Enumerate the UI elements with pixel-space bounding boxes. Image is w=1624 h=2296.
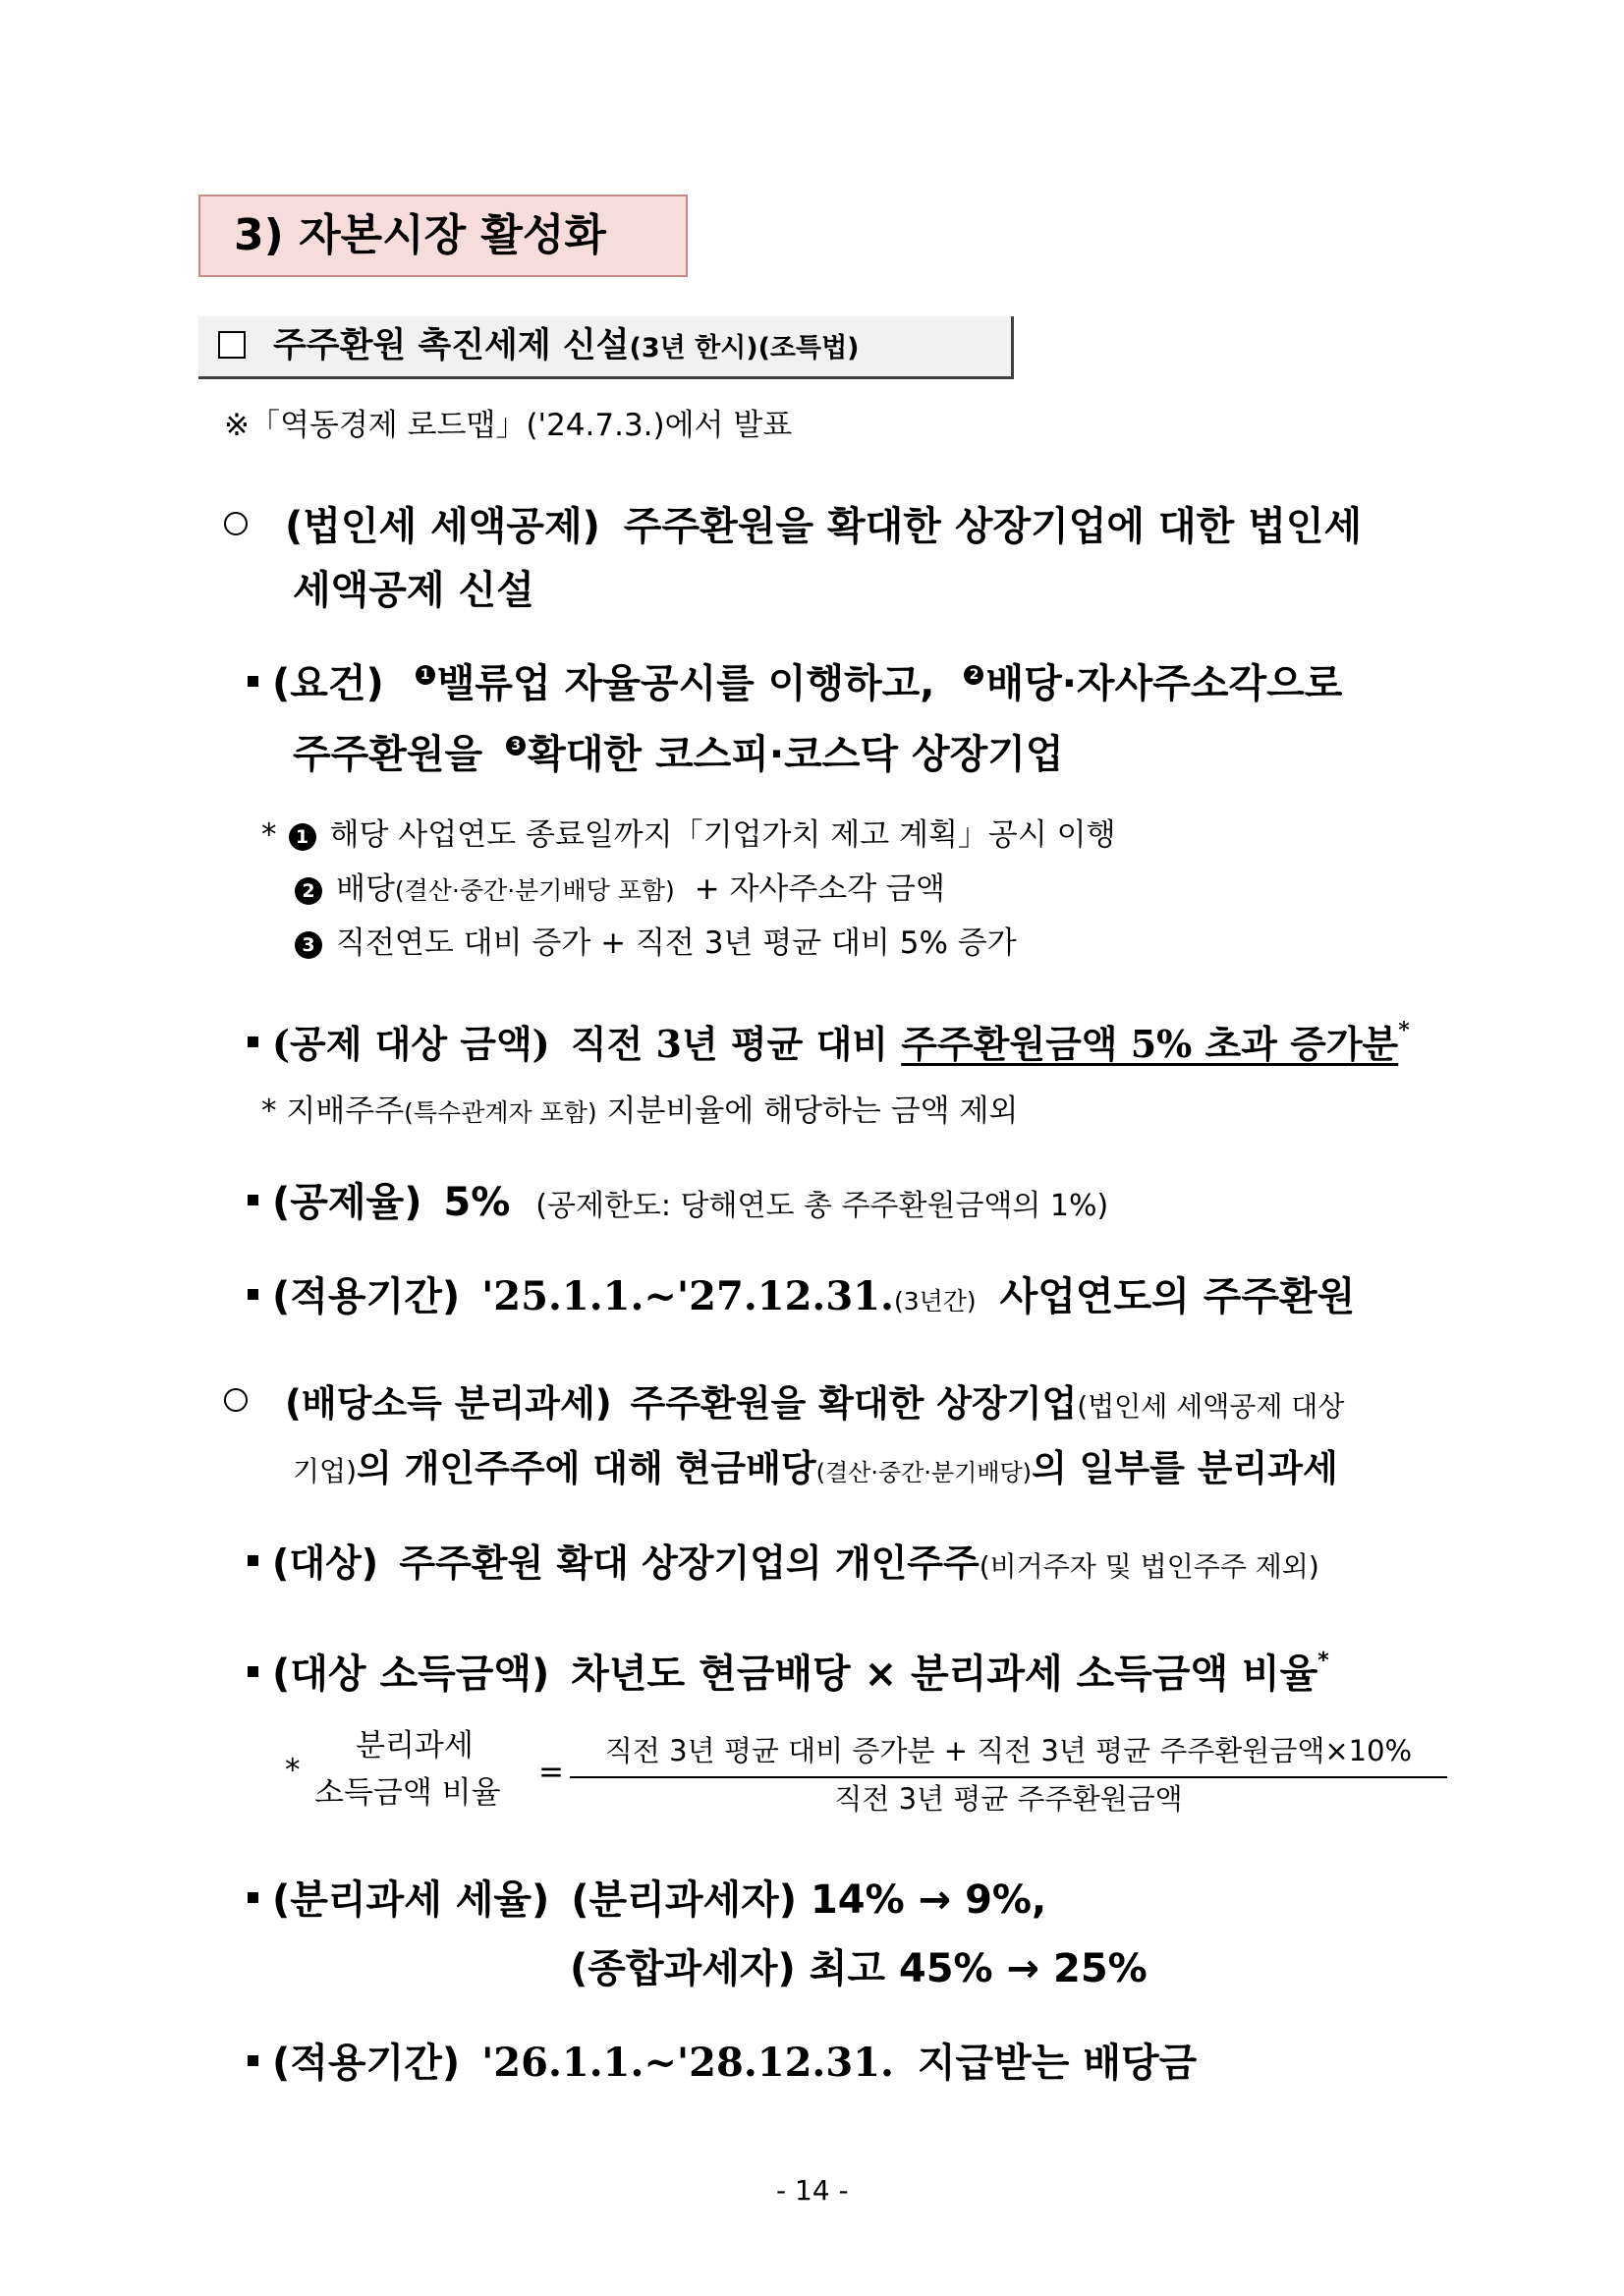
- requirement-line1: [248, 656, 1342, 711]
- corp-period-text: 사업연도의 주주환원: [999, 1274, 1356, 1319]
- target-note: (비거주자 및 법인주주 제외): [979, 1550, 1319, 1583]
- checkbox-icon: [218, 331, 246, 359]
- rate-note: (공제한도: 당해연도 총 주주환원금액의 1%): [535, 1189, 1109, 1223]
- corp-period-line: [248, 1269, 1355, 1329]
- formula-star: *: [285, 1753, 301, 1788]
- footnote-star: *: [261, 817, 277, 853]
- req-text-3: 확대한 코스피·코스닥 상장기업: [528, 732, 1064, 777]
- subsection-title-text: 주주환원 촉진세제 신설: [273, 326, 630, 365]
- square-bullet-icon: [248, 1289, 258, 1300]
- corp-tax-heading: (법인세 세액공제): [285, 504, 600, 549]
- income-text: 차년도 현금배당 × 분리과세 소득금액 비율: [571, 1652, 1318, 1697]
- corp-tax-text2: 세액공제 신설: [293, 568, 534, 613]
- income-label: (대상 소득금액): [272, 1652, 550, 1697]
- page-number: - 14 -: [776, 2174, 849, 2207]
- announce-note: ※「역동경제 로드맵」('24.7.3.)에서 발표: [224, 408, 793, 443]
- requirement-line2: [293, 727, 1064, 782]
- square-bullet-icon: [248, 676, 258, 687]
- amount-note-b: (특수관계자 포함): [404, 1098, 597, 1127]
- formula-numerator: 직전 3년 평균 대비 증가분 + 직전 3년 평균 주주환원금액×10%: [604, 1734, 1413, 1767]
- dividend-text3: 의 일부를 분리과세: [1032, 1447, 1338, 1489]
- req-label: (요건): [272, 661, 384, 706]
- req-mark-1: 1: [416, 665, 435, 685]
- amount-text2: 주주환원금액 5% 초과 증가분: [901, 1022, 1399, 1066]
- circle-bullet-icon: [224, 1388, 248, 1412]
- footnote-text-2b: (결산·중간·분기배당 포함): [394, 876, 675, 905]
- req-mark-2: 2: [964, 665, 983, 685]
- footnote-3: [295, 924, 1017, 963]
- rate-value: 5%: [443, 1180, 511, 1225]
- square-bullet-icon: [248, 1036, 258, 1047]
- square-bullet-icon: [248, 1555, 258, 1566]
- fraction-line: [570, 1776, 1447, 1778]
- corp-tax-line1: [224, 499, 1362, 554]
- corp-period-dates: '25.1.1.~'27.12.31.: [481, 1273, 894, 1319]
- deduction-amount-line: [248, 1003, 1410, 1072]
- dividend-period-dates: '26.1.1.~'28.12.31.: [481, 2040, 894, 2086]
- amount-label: (공제 대상 금액): [272, 1022, 550, 1066]
- dividend-text2: 의 개인주주에 대해 현금배당: [357, 1447, 816, 1489]
- tax-rate-line1: [248, 1873, 1046, 1928]
- req-line2a: 주주환원을: [293, 732, 483, 777]
- corp-period-years: (3년간): [893, 1287, 977, 1316]
- footnote-text-2c: + 자사주소각 금액: [694, 871, 945, 907]
- amount-note-c: 지분비율에 해당하는 금액 제외: [606, 1093, 1019, 1129]
- dividend-heading: (배당소득 분리과세): [285, 1382, 612, 1425]
- corp-period-label: (적용기간): [272, 1274, 461, 1319]
- tax-rate-line1-text: (분리과세자) 14% → 9%,: [571, 1877, 1047, 1923]
- dividend-line2: [293, 1441, 1338, 1500]
- req-text-2: 배당·자사주소각으로: [985, 661, 1343, 706]
- target-label: (대상): [272, 1541, 379, 1585]
- square-bullet-icon: [248, 1195, 258, 1205]
- formula-left2: 소득금액 비율: [314, 1775, 501, 1811]
- square-bullet-icon: [248, 1892, 258, 1903]
- corp-tax-text1: 주주환원을 확대한 상장기업에 대한 법인세: [623, 504, 1363, 549]
- footnote-1: [261, 815, 1116, 855]
- target-text: 주주환원 확대 상장기업의 개인주주: [399, 1541, 980, 1585]
- income-amount-line: [248, 1634, 1329, 1702]
- footnote-text-3: 직전연도 대비 증가 + 직전 3년 평균 대비 5% 증가: [336, 925, 1017, 961]
- dividend-period-label: (적용기간): [272, 2041, 461, 2086]
- income-star: *: [1317, 1649, 1329, 1673]
- dividend-period-text: 지급받는 배당금: [917, 2041, 1198, 2086]
- formula-left1: 분리과세: [356, 1728, 474, 1764]
- square-bullet-icon: [248, 1666, 258, 1677]
- dividend-small3: (결산·중간·분기배당): [815, 1459, 1033, 1486]
- formula-denominator: 직전 3년 평균 주주환원금액: [834, 1782, 1183, 1816]
- footnote-mark-2: 2: [295, 877, 322, 905]
- tax-rate-line2: (종합과세자) 최고 45% → 25%: [570, 1946, 1148, 1991]
- amount-note-a: * 지배주주: [261, 1093, 405, 1129]
- dividend-small1: (법인세 세액공제 대상: [1077, 1390, 1345, 1423]
- section-title-text: 자본시장 활성화: [299, 210, 606, 260]
- footnote-2: [295, 869, 945, 911]
- footnote-mark-1: 1: [289, 823, 316, 851]
- subsection-title: [273, 322, 860, 372]
- dividend-small2: 기업): [293, 1455, 358, 1487]
- circle-bullet-icon: [224, 512, 248, 535]
- amount-footnote: [261, 1092, 1018, 1133]
- tax-rate-label: (분리과세 세율): [272, 1877, 550, 1923]
- footnote-text-2a: 배당: [336, 871, 395, 907]
- square-bullet-icon: [248, 2055, 258, 2066]
- dividend-target-line: [248, 1536, 1319, 1595]
- subsection-suffix: (3년 한시)(조특법): [629, 333, 860, 364]
- deduction-rate-line: [248, 1175, 1108, 1234]
- section-number: 3): [234, 210, 284, 260]
- dividend-text1: 주주환원을 확대한 상장기업: [630, 1382, 1078, 1425]
- dividend-line1: [224, 1376, 1344, 1434]
- req-text-1: 밸류업 자율공시를 이행하고,: [436, 661, 935, 706]
- rate-label: (공제율): [272, 1180, 422, 1225]
- amount-text1: 직전 3년 평균 대비: [570, 1022, 888, 1066]
- req-mark-3: 3: [506, 736, 526, 756]
- dividend-period-line: [248, 2036, 1197, 2091]
- footnote-mark-3: 3: [295, 931, 322, 959]
- amount-star: *: [1398, 1018, 1410, 1043]
- section-title: [234, 210, 606, 261]
- footnote-text-1: 해당 사업연도 종료일까지「기업가치 제고 계획」공시 이행: [329, 817, 1116, 853]
- formula-equals: =: [538, 1755, 564, 1790]
